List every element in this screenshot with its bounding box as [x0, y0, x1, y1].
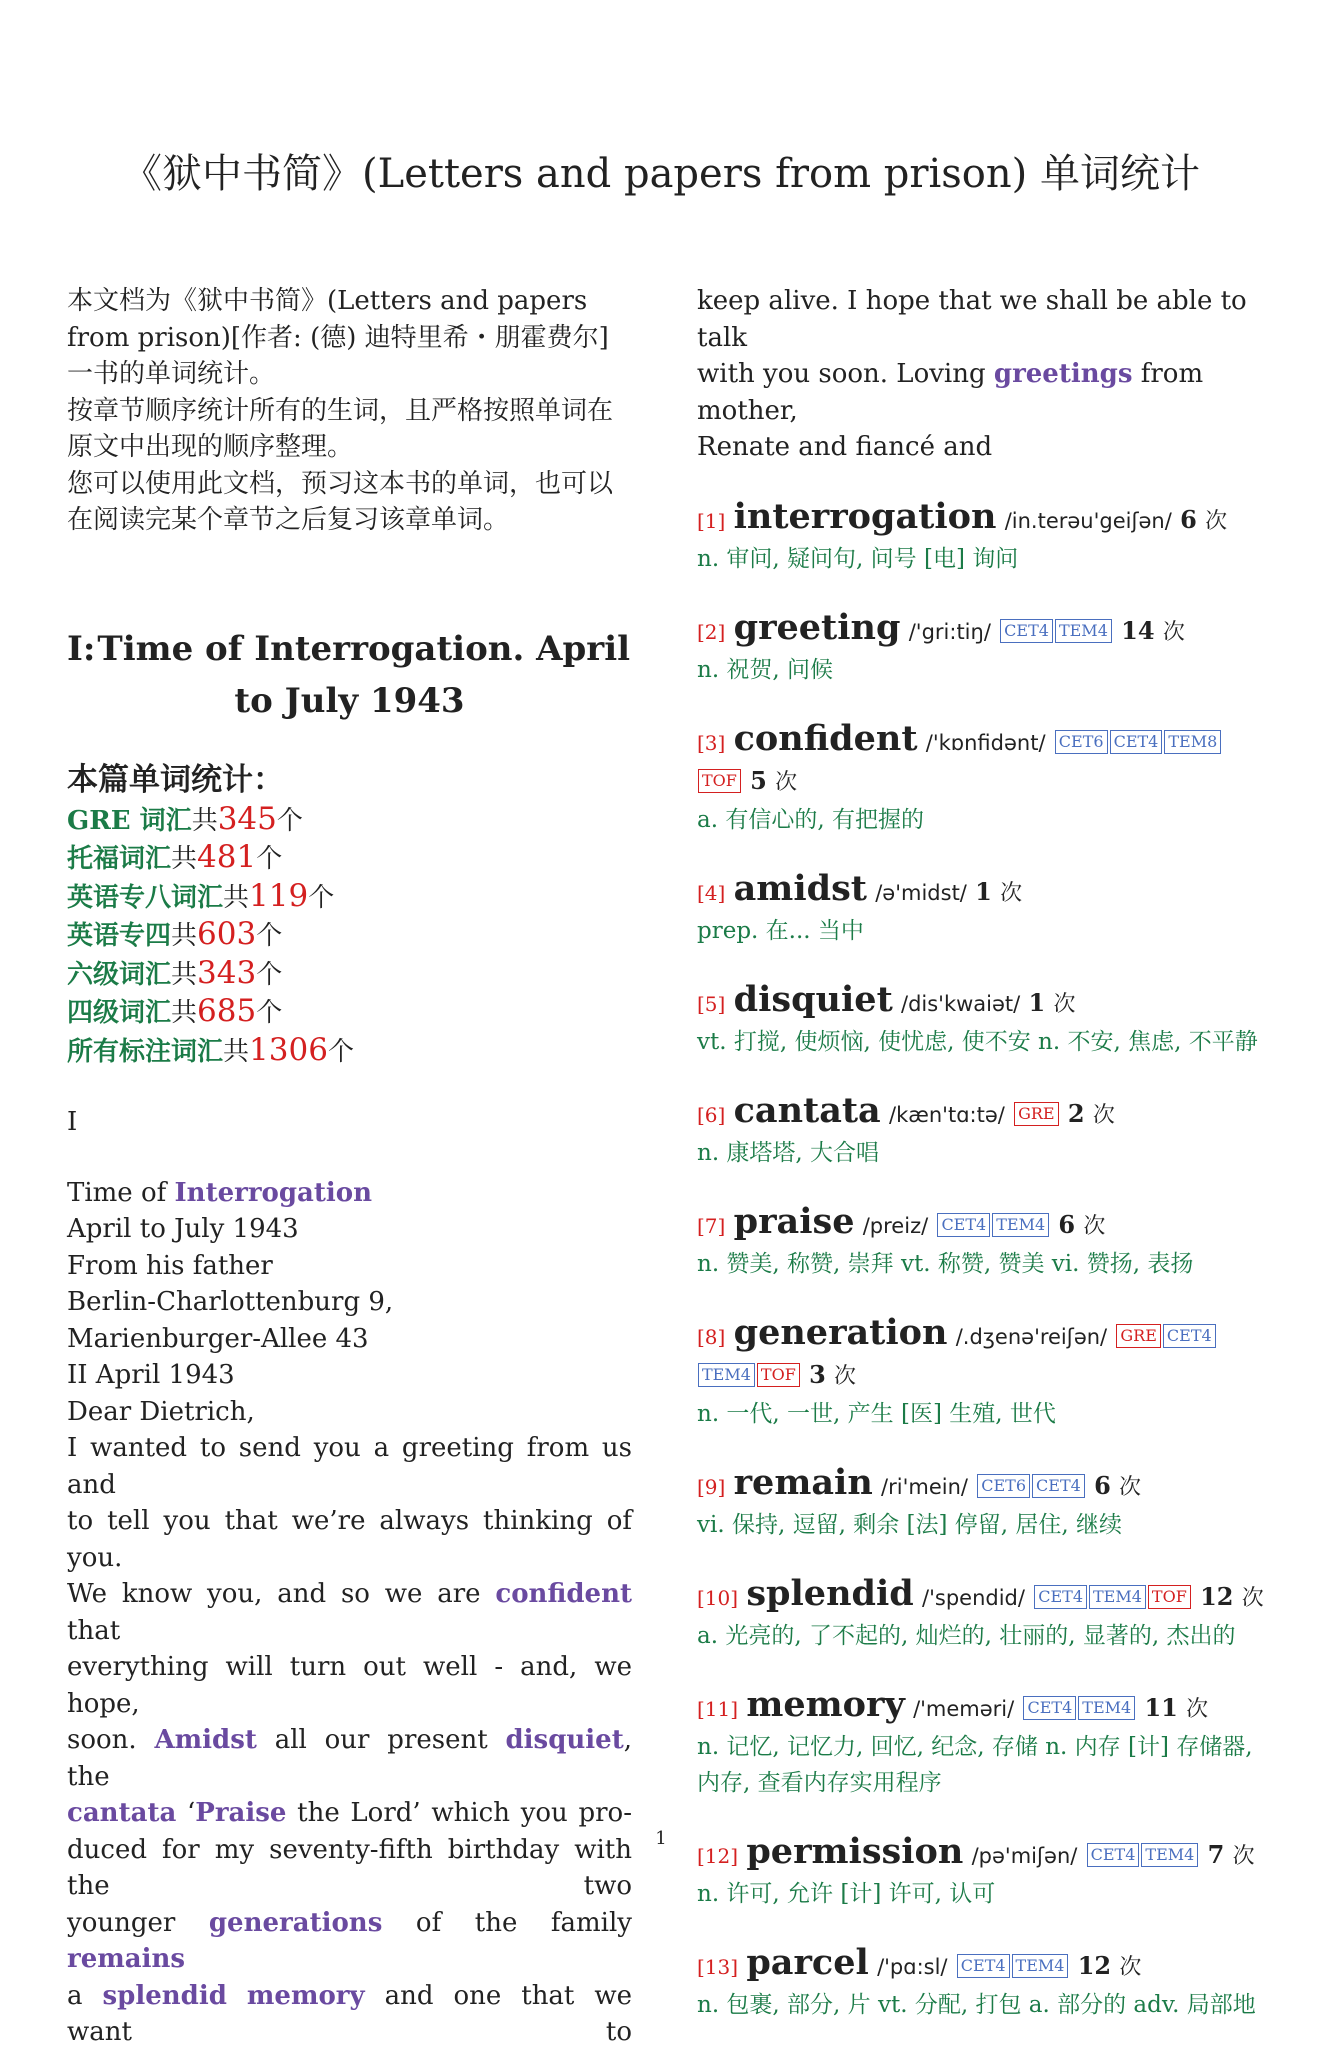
vocab-entry-head: [697, 1089, 1267, 1135]
stats-label: 英语专四: [67, 921, 172, 951]
vocab-phonetic: /'meməri/: [913, 1696, 1015, 1721]
intro: [67, 283, 632, 539]
vocab-phonetic: /pə'miʃən/: [971, 1843, 1078, 1868]
vocab-count-unit: 次: [1186, 1696, 1209, 1722]
vocab-count: 6: [1094, 1470, 1111, 1500]
highlighted-word: Amidst: [154, 1725, 257, 1755]
vocab-entry: [697, 717, 1267, 838]
vocab-word: memory: [746, 1683, 905, 1725]
text-line: keep alive. I hope that we shall be able to talk: [697, 286, 1247, 353]
vocab-tag: GRE: [1116, 1324, 1161, 1348]
vocab-definition: a. 光亮的, 了不起的, 灿烂的, 壮丽的, 显著的, 杰出的: [697, 1622, 1236, 1649]
vocab-entry-head: [697, 1572, 1267, 1618]
stats-count: 481: [197, 839, 257, 875]
text-line: Time of Interrogation: [67, 1177, 373, 1208]
vocab-tag: TEM4: [1089, 1585, 1146, 1609]
vocab-tag: CET4: [937, 1213, 990, 1237]
vocab-phonetic: /dis'kwaiət/: [901, 991, 1021, 1016]
text-line: We know you, and so we are confident that: [67, 1579, 632, 1646]
vocab-entry: [697, 1461, 1267, 1543]
vocab-tag: TOF: [1148, 1585, 1191, 1609]
vocab-tag: CET4: [957, 1954, 1010, 1978]
vocab-entry: [697, 606, 1267, 688]
page-number: 1: [655, 1828, 667, 1849]
vocab-index: [13]: [697, 1954, 739, 1979]
stats-count: 343: [197, 954, 257, 991]
vocab-index: [3]: [697, 730, 726, 755]
vocab-tag: CET6: [977, 1474, 1030, 1498]
vocab-word: permission: [746, 1830, 964, 1872]
vocab-word: praise: [733, 1200, 855, 1242]
vocab-tag: TEM4: [1078, 1696, 1135, 1720]
stats-count: 685: [197, 993, 257, 1029]
intro-paragraph: 本文档为《狱中书简》(Letters and papers from prison)[作者: (德) 迪特里希・朋霍费尔] 一书的单词统计。: [67, 286, 609, 389]
text-line: a splendid memory and one that we want to: [67, 1980, 633, 2047]
vocab-phonetic: /'kɒnfidənt/: [925, 730, 1046, 755]
vocab-index: [9]: [697, 1474, 726, 1499]
vocab-index: [11]: [697, 1696, 739, 1721]
vocab-count: 6: [1058, 1209, 1076, 1239]
vocab-phonetic: /ə'midst/: [875, 880, 967, 905]
vocab-definition: n. 许可, 允许 [计] 许可, 认可: [697, 1880, 996, 1907]
stats-list: [67, 801, 632, 1071]
text-line: to tell you that we’re always thinking of you.: [67, 1506, 632, 1573]
left-column: [67, 283, 632, 2051]
vocab-index: [4]: [697, 880, 726, 905]
vocab-entry-head: [697, 867, 1267, 913]
page-title: 《狱中书简》(Letters and papers from prison) 单词统计: [122, 151, 1200, 197]
vocab-entry: [697, 1572, 1267, 1654]
text-line: Dear Dietrich,: [67, 1396, 255, 1427]
vocab-tag: CET4: [1087, 1843, 1140, 1867]
vocab-tag: CET6: [1055, 730, 1108, 754]
highlighted-word: confident: [495, 1579, 632, 1609]
stats-label: 托福词汇: [67, 844, 172, 874]
vocab-definition: n. 审问, 疑问句, 问号 [电] 询问: [697, 545, 1019, 572]
highlighted-word: disquiet: [505, 1725, 624, 1755]
vocab-entry-head: [697, 1461, 1267, 1507]
text-line: II April 1943: [67, 1360, 235, 1390]
text-line: everything will turn out well - and, we hope,: [67, 1652, 632, 1719]
vocab-entry: [697, 1941, 1267, 2023]
stats-count: 119: [249, 877, 309, 914]
vocab-tag: GRE: [1014, 1102, 1059, 1126]
vocab-tag: TOF: [757, 1363, 800, 1387]
text-line: Renate and fiancé and: [697, 432, 993, 462]
stats-row: 英语专八词汇共119个: [67, 877, 335, 914]
highlighted-word: memory: [246, 1980, 365, 2011]
vocab-count-unit: 次: [1232, 1843, 1255, 1869]
highlighted-word: Praise: [195, 1798, 287, 1828]
vocab-phonetic: /ri'mein/: [881, 1474, 968, 1499]
vocab-tag: TEM4: [1055, 619, 1112, 643]
chapter-number: I:: [67, 628, 96, 669]
vocab-count: 11: [1144, 1692, 1178, 1722]
vocabulary-list: [697, 495, 1267, 2023]
intro-paragraph: 您可以使用此文档，预习这本书的单词，也可以在阅读完某个章节之后复习该章单词。: [67, 468, 614, 535]
highlighted-word: generations: [208, 1907, 383, 1938]
vocab-word: greeting: [733, 606, 901, 648]
chapter-title: Time of Interrogation. April to July 1943: [97, 628, 631, 721]
vocab-index: [12]: [697, 1843, 739, 1868]
vocab-count: 5: [750, 765, 767, 795]
vocab-tag: TEM8: [1164, 730, 1221, 754]
vocab-definition: prep. 在... 当中: [697, 917, 864, 944]
vocab-entry-head: [697, 606, 1267, 652]
vocab-count-unit: 次: [1241, 1585, 1264, 1611]
text-line: I wanted to send you a greeting from us and: [67, 1433, 632, 1500]
vocab-count-unit: 次: [1000, 880, 1023, 906]
highlighted-word: greetings: [993, 359, 1133, 389]
vocab-phonetic: /.dʒenə'reiʃən/: [955, 1324, 1108, 1349]
stats-count: 345: [217, 800, 277, 837]
stats-row: 所有标注词汇共1306个: [67, 1031, 354, 1068]
vocab-tag: CET4: [1032, 1474, 1085, 1498]
intro-paragraph: 按章节顺序统计所有的生词，且严格按照单词在原文中出现的顺序整理。: [67, 395, 614, 462]
stats-count: 1306: [249, 1031, 328, 1068]
text-line: Berlin-Charlottenburg 9,: [67, 1287, 394, 1317]
stats-title: 本篇单词统计：: [67, 761, 284, 798]
vocab-index: [10]: [697, 1585, 739, 1610]
vocab-tag: CET4: [1023, 1696, 1076, 1720]
vocab-entry: [697, 1200, 1267, 1282]
vocab-count-unit: 次: [834, 1363, 857, 1389]
vocab-definition: n. 一代, 一世, 产生 [医] 生殖, 世代: [697, 1400, 1056, 1427]
vocab-index: [7]: [697, 1213, 726, 1238]
vocab-tag: TEM4: [992, 1213, 1049, 1237]
vocab-count: 2: [1067, 1098, 1085, 1128]
vocab-tag: TEM4: [1141, 1843, 1198, 1867]
vocab-count: 1: [975, 876, 992, 906]
vocab-count-unit: 次: [1092, 1102, 1115, 1128]
vocab-count-unit: 次: [775, 769, 798, 795]
stats-label: 六级词汇: [67, 959, 172, 990]
text-line: younger generations of the family remains: [67, 1907, 632, 1974]
vocab-count: 12: [1200, 1581, 1234, 1611]
vocab-tag: CET4: [1000, 619, 1053, 643]
vocab-phonetic: /'gri:tiŋ/: [908, 619, 991, 644]
vocab-phonetic: /in.terəu'geiʃən/: [1004, 508, 1172, 533]
vocab-count-unit: 次: [1205, 508, 1228, 534]
vocab-count: 1: [1028, 987, 1046, 1017]
highlighted-word: remains: [67, 1944, 186, 1974]
vocab-index: [2]: [697, 619, 726, 644]
text-line: soon. Amidst all our present disquiet, the: [67, 1725, 632, 1792]
vocab-word: disquiet: [733, 978, 893, 1020]
vocab-entry-head: [697, 717, 1267, 802]
vocab-count: 12: [1077, 1950, 1112, 1980]
vocab-definition: n. 康塔塔, 大合唱: [697, 1139, 880, 1166]
vocab-definition: n. 包裹, 部分, 片 vt. 分配, 打包 a. 部分的 adv. 局部地: [697, 1991, 1256, 2018]
vocab-tag: CET4: [1034, 1585, 1087, 1609]
stats-row: 托福词汇共481个: [67, 839, 283, 875]
stats-row: 六级词汇共343个: [67, 954, 283, 991]
vocab-index: [8]: [697, 1324, 726, 1349]
vocab-tag: CET4: [1110, 730, 1163, 754]
vocab-tag: CET4: [1163, 1324, 1216, 1348]
vocab-count-unit: 次: [1119, 1954, 1142, 1980]
letter-text-continued: [697, 283, 1267, 466]
vocab-entry-head: [697, 1200, 1267, 1246]
stats-count: 603: [197, 916, 257, 952]
vocab-entry-head: [697, 978, 1267, 1024]
section-numeral: I: [67, 1107, 78, 1137]
vocab-count: 14: [1121, 615, 1155, 645]
vocab-entry-head: [697, 495, 1267, 541]
text-line: Marienburger-Allee 43: [67, 1323, 369, 1354]
stats-label: 四级词汇: [67, 998, 172, 1028]
highlighted-word: splendid: [102, 1980, 227, 2011]
vocab-word: splendid: [746, 1572, 914, 1614]
vocab-entry: [697, 978, 1267, 1060]
vocab-entry: [697, 1089, 1267, 1171]
highlighted-word: cantata: [67, 1798, 177, 1828]
vocab-count-unit: 次: [1119, 1474, 1142, 1500]
text-line: April to July 1943: [67, 1214, 299, 1244]
letter-text: [67, 1175, 632, 2051]
vocab-entry: [697, 1311, 1267, 1432]
right-column: [697, 283, 1267, 2023]
vocab-word: amidst: [733, 867, 867, 909]
vocab-entry: [697, 867, 1267, 949]
text-line: cantata ‘Praise the Lord’ which you pro-: [67, 1798, 632, 1828]
vocab-tag: TOF: [698, 769, 741, 793]
vocab-index: [1]: [697, 508, 726, 533]
text-line: From his father: [67, 1250, 273, 1281]
vocab-definition: n. 祝贺, 问候: [697, 656, 834, 683]
stats-label: 所有标注词汇: [67, 1036, 224, 1067]
vocab-definition: n. 赞美, 称赞, 崇拜 vt. 称赞, 赞美 vi. 赞扬, 表扬: [697, 1250, 1194, 1277]
vocab-count-unit: 次: [1162, 619, 1185, 645]
stats-label: 英语专八词汇: [67, 882, 224, 913]
stats-row: 四级词汇共685个: [67, 993, 283, 1029]
vocab-definition: vi. 保持, 逗留, 剩余 [法] 停留, 居住, 继续: [697, 1511, 1123, 1538]
vocab-word: generation: [733, 1311, 948, 1353]
text-line: duced for my seventy-fifth birthday with the two: [67, 1834, 632, 1901]
vocab-tag: TEM4: [698, 1363, 755, 1387]
vocab-word: interrogation: [733, 495, 997, 537]
vocab-entry: [697, 1683, 1267, 1801]
vocab-entry-head: [697, 1683, 1267, 1729]
vocab-index: [6]: [697, 1102, 726, 1127]
vocab-definition: n. 记忆, 记忆力, 回忆, 纪念, 存储 n. 内存 [计] 存储器, 内存, 查看内存实用程序: [697, 1733, 1253, 1796]
vocab-index: [5]: [697, 991, 726, 1016]
vocab-phonetic: /preiz/: [862, 1213, 929, 1238]
stats-label: GRE 词汇: [67, 805, 192, 836]
vocab-entry-head: [697, 1941, 1267, 1987]
stats-row: 英语专四共603个: [67, 916, 283, 952]
vocab-count: 3: [809, 1359, 826, 1389]
vocab-word: remain: [733, 1461, 873, 1503]
vocab-definition: a. 有信心的, 有把握的: [697, 806, 924, 833]
stats-row: GRE 词汇共345个: [67, 800, 303, 837]
vocab-count-unit: 次: [1083, 1213, 1106, 1239]
vocab-phonetic: /'spendid/: [922, 1585, 1025, 1610]
vocab-entry: [697, 495, 1267, 577]
vocab-entry-head: [697, 1311, 1267, 1396]
vocab-tag: TEM4: [1012, 1954, 1069, 1978]
vocab-count: 7: [1207, 1839, 1225, 1869]
vocab-count-unit: 次: [1053, 991, 1076, 1017]
vocab-phonetic: /'pɑ:sl/: [877, 1954, 948, 1979]
vocab-count: 6: [1180, 504, 1197, 534]
vocab-definition: vt. 打搅, 使烦恼, 使忧虑, 使不安 n. 不安, 焦虑, 不平静: [697, 1028, 1258, 1055]
highlighted-word: Interrogation: [174, 1177, 373, 1208]
chapter-heading: [67, 623, 632, 727]
vocab-word: parcel: [746, 1941, 869, 1983]
vocab-phonetic: /kæn'tɑ:tə/: [889, 1102, 1005, 1127]
vocab-word: confident: [733, 717, 918, 759]
vocab-word: cantata: [733, 1089, 881, 1131]
text-line: with you soon. Loving greetings from mother,: [697, 359, 1204, 426]
